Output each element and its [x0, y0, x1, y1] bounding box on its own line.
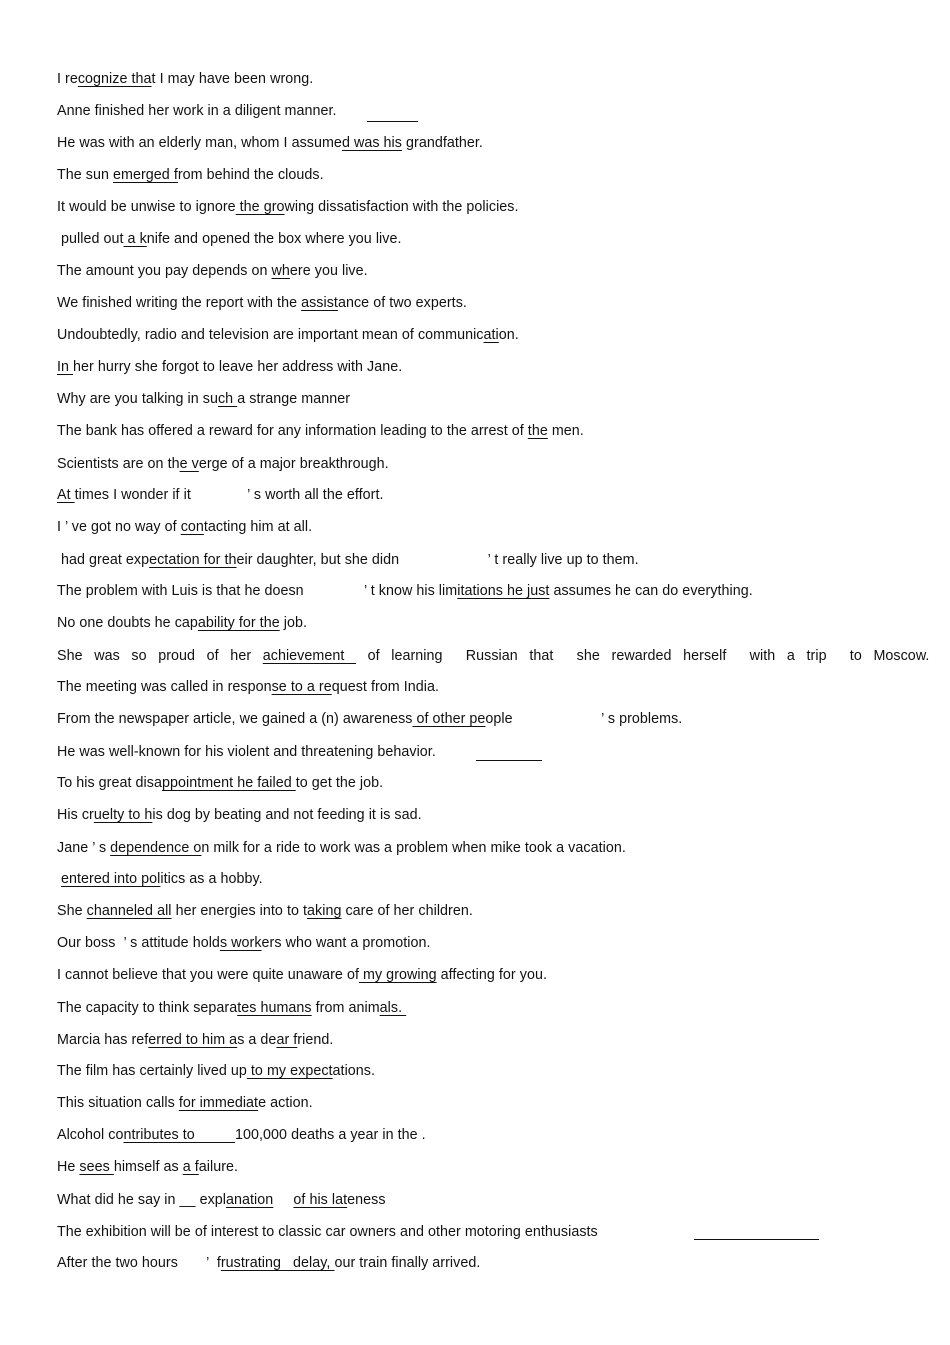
- sentence-line: [57, 1191, 386, 1209]
- sentence-line: [57, 678, 439, 696]
- sentence-line: [57, 1062, 375, 1080]
- text-segment: The amount you pay depends on: [57, 263, 272, 279]
- text-segment: The meeting was called in respon: [57, 679, 272, 695]
- text-segment: After the two hours ’ f: [57, 1255, 221, 1271]
- underlined-segment: emerged f: [113, 167, 178, 183]
- text-segment: Why are you talking in su: [57, 391, 218, 407]
- text-segment: He: [57, 1159, 80, 1175]
- text-segment: pulled out: [57, 231, 124, 247]
- sentence-line: [57, 839, 626, 857]
- underlined-segment: s work: [219, 935, 262, 951]
- sentence-line: [57, 582, 753, 600]
- text-segment: The film has certainly lived up: [57, 1063, 247, 1079]
- underlined-segment: At: [57, 487, 75, 503]
- text-segment: ailure.: [198, 1159, 239, 1175]
- underlined-segment: the gro: [235, 199, 285, 215]
- text-segment: To his great disa: [57, 775, 162, 791]
- text-segment: From the newspaper article, we gained a (n) awareness: [57, 711, 413, 727]
- underlined-segment: my growing: [358, 967, 437, 983]
- text-segment: times I wonder if it ’ s worth all the effort.: [74, 487, 384, 503]
- sentence-line: [57, 422, 584, 440]
- underlined-segment: In: [57, 359, 74, 375]
- underlined-segment: assist: [301, 295, 338, 311]
- text-segment: our train finally arrived.: [334, 1255, 481, 1271]
- text-segment: assumes he can do everything.: [549, 583, 753, 599]
- text-segment: on.: [498, 327, 519, 343]
- sentence-line: [57, 647, 930, 665]
- text-segment: His cr: [57, 807, 94, 823]
- text-segment: Jane ’ s: [57, 840, 111, 856]
- text-segment: It would be unwise to ignore: [57, 199, 236, 215]
- text-segment: The exhibition will be of interest to classic car owners and other motoring enthusiasts: [57, 1224, 598, 1240]
- text-segment: He was with an elderly man, whom I assume: [57, 135, 342, 151]
- sentence-line: [57, 551, 639, 569]
- answer-blank: [694, 1239, 819, 1240]
- sentence-line: [57, 102, 337, 120]
- text-segment: ations.: [332, 1063, 376, 1079]
- underlined-segment: of other pe: [412, 711, 486, 727]
- sentence-line: [57, 1031, 333, 1049]
- underlined-segment: achievement: [262, 648, 356, 664]
- text-segment: ople ’ s problems.: [485, 711, 683, 727]
- text-segment: tacting him at all.: [203, 519, 313, 535]
- text-segment: I ’ ve got no way of: [57, 519, 181, 535]
- sentence-line: [57, 966, 547, 984]
- text-segment: men.: [547, 423, 584, 439]
- sentence-line: [57, 198, 519, 216]
- sentence-line: [57, 1126, 426, 1144]
- sentence-line: [57, 294, 467, 312]
- text-segment: of learning Russian that she rewarded herself with a trip to Moscow.: [355, 648, 930, 664]
- underlined-segment: a f: [182, 1159, 199, 1175]
- sentence-line: [57, 230, 402, 248]
- underlined-segment: con: [180, 519, 204, 535]
- text-segment: s a de: [237, 1032, 277, 1048]
- underlined-segment: entered into pol: [61, 871, 161, 887]
- sentence-line: [57, 134, 483, 152]
- text-segment: Scientists are on th: [57, 456, 180, 472]
- underlined-segment: channeled all: [86, 903, 172, 919]
- text-segment: __: [179, 1192, 196, 1208]
- text-segment: care of her children.: [341, 903, 473, 919]
- text-segment: Alcohol co: [57, 1127, 124, 1143]
- underlined-segment: uelty to h: [93, 807, 153, 823]
- underlined-segment: ntributes to: [123, 1127, 236, 1143]
- underlined-segment: e v: [179, 456, 199, 472]
- underlined-segment: sees: [79, 1159, 114, 1175]
- text-segment: wing dissatisfaction with the policies.: [284, 199, 519, 215]
- text-segment: The bank has offered a reward for any information leading to the arrest of: [57, 423, 528, 439]
- underlined-segment: tes humans: [237, 1000, 312, 1016]
- underlined-segment: wh: [271, 263, 290, 279]
- text-segment: The problem with Luis is that he doesn ’ t know his lim: [57, 583, 458, 599]
- underlined-segment: als.: [379, 1000, 407, 1016]
- underlined-segment: ectation for th: [149, 552, 237, 568]
- sentence-line: [57, 486, 384, 504]
- text-segment: She was so proud of her: [57, 648, 263, 664]
- answer-blank: [476, 760, 542, 761]
- underlined-segment: of his lat: [293, 1192, 348, 1208]
- sentence-line: [57, 710, 682, 728]
- underlined-segment: d was his: [341, 135, 402, 151]
- text-segment: What did he say in: [57, 1192, 180, 1208]
- sentence-line: [57, 1254, 480, 1272]
- sentence-line: [57, 614, 307, 632]
- underlined-segment: erred to him a: [148, 1032, 238, 1048]
- answer-blank: [367, 121, 418, 122]
- text-segment: Marcia has ref: [57, 1032, 149, 1048]
- sentence-line: [57, 902, 473, 920]
- underlined-segment: ar f: [276, 1032, 298, 1048]
- text-segment: n milk for a ride to work was a problem when mike took a vacation.: [201, 840, 626, 856]
- text-segment: eness: [347, 1192, 386, 1208]
- text-segment: expl: [195, 1192, 227, 1208]
- sentence-line: [57, 1158, 238, 1176]
- text-segment: her energies into to t: [171, 903, 308, 919]
- text-segment: He was well-known for his violent and threatening behavior.: [57, 744, 436, 760]
- sentence-line: [57, 1223, 598, 1241]
- text-segment: rom behind the clouds.: [177, 167, 324, 183]
- text-segment: This situation calls: [57, 1095, 179, 1111]
- text-segment: The sun: [57, 167, 114, 183]
- underlined-segment: cognize tha: [77, 71, 152, 87]
- text-segment: ers who want a promotion.: [261, 935, 431, 951]
- text-segment: Anne finished her work in a diligent manner.: [57, 103, 337, 119]
- sentence-line: [57, 455, 389, 473]
- sentence-line: [57, 1094, 313, 1112]
- sentence-line: [57, 806, 422, 824]
- text-segment: 100,000 deaths a year in the .: [235, 1127, 426, 1143]
- text-segment: I cannot believe that you were quite unaware of: [57, 967, 359, 983]
- text-segment: nife and opened the box where you live.: [146, 231, 402, 247]
- text-segment: e action.: [258, 1095, 313, 1111]
- sentence-line: [57, 774, 383, 792]
- text-segment: itics as a hobby.: [160, 871, 263, 887]
- text-segment: [273, 1192, 293, 1208]
- underlined-segment: aking: [307, 903, 342, 919]
- sentence-line: [57, 70, 313, 88]
- sentence-line: [57, 166, 324, 184]
- sentence-line: [57, 326, 519, 344]
- text-segment: ance of two experts.: [337, 295, 467, 311]
- underlined-segment: anation: [226, 1192, 274, 1208]
- text-segment: Our boss ’ s attitude hold: [57, 935, 220, 951]
- underlined-segment: se to a re: [271, 679, 332, 695]
- text-segment: had great exp: [57, 552, 150, 568]
- underlined-segment: rustrating delay,: [220, 1255, 335, 1271]
- underlined-segment: the: [527, 423, 548, 439]
- text-segment: Undoubtedly, radio and television are important mean of communic: [57, 327, 484, 343]
- underlined-segment: ati: [483, 327, 499, 343]
- text-segment: eir daughter, but she didn ’ t really live up to them.: [236, 552, 639, 568]
- text-segment: The capacity to think separa: [57, 1000, 238, 1016]
- text-segment: She: [57, 903, 87, 919]
- text-segment: riend.: [297, 1032, 334, 1048]
- sentence-line: [57, 358, 402, 376]
- underlined-segment: a k: [123, 231, 147, 247]
- underlined-segment: dependence o: [110, 840, 202, 856]
- text-segment: to get the job.: [295, 775, 384, 791]
- text-segment: from anim: [311, 1000, 380, 1016]
- underlined-segment: itations he just: [457, 583, 550, 599]
- text-segment: affecting for you.: [436, 967, 547, 983]
- text-segment: grandfather.: [401, 135, 483, 151]
- text-segment: No one doubts he cap: [57, 615, 198, 631]
- sentence-line: [57, 934, 430, 952]
- sentence-line: [57, 390, 350, 408]
- text-segment: erge of a major breakthrough.: [198, 456, 389, 472]
- text-segment: a strange manner: [237, 391, 351, 407]
- text-segment: quest from India.: [331, 679, 440, 695]
- text-segment: I re: [57, 71, 78, 87]
- underlined-segment: for immediat: [178, 1095, 259, 1111]
- text-segment: himself as: [113, 1159, 183, 1175]
- text-segment: We finished writing the report with the: [57, 295, 302, 311]
- underlined-segment: ability for the: [197, 615, 280, 631]
- underlined-segment: ppointment he failed: [161, 775, 296, 791]
- underlined-segment: ch: [217, 391, 238, 407]
- text-segment: t I may have been wrong.: [151, 71, 314, 87]
- text-segment: ere you live.: [289, 263, 368, 279]
- text-segment: her hurry she forgot to leave her address with Jane.: [73, 359, 403, 375]
- sentence-line: [57, 518, 312, 536]
- sentence-line: [57, 262, 368, 280]
- text-segment: is dog by beating and not feeding it is sad.: [152, 807, 422, 823]
- sentence-line: [57, 870, 263, 888]
- underlined-segment: to my expect: [246, 1063, 333, 1079]
- sentence-line: [57, 999, 406, 1017]
- text-segment: job.: [279, 615, 307, 631]
- sentence-line: [57, 743, 436, 761]
